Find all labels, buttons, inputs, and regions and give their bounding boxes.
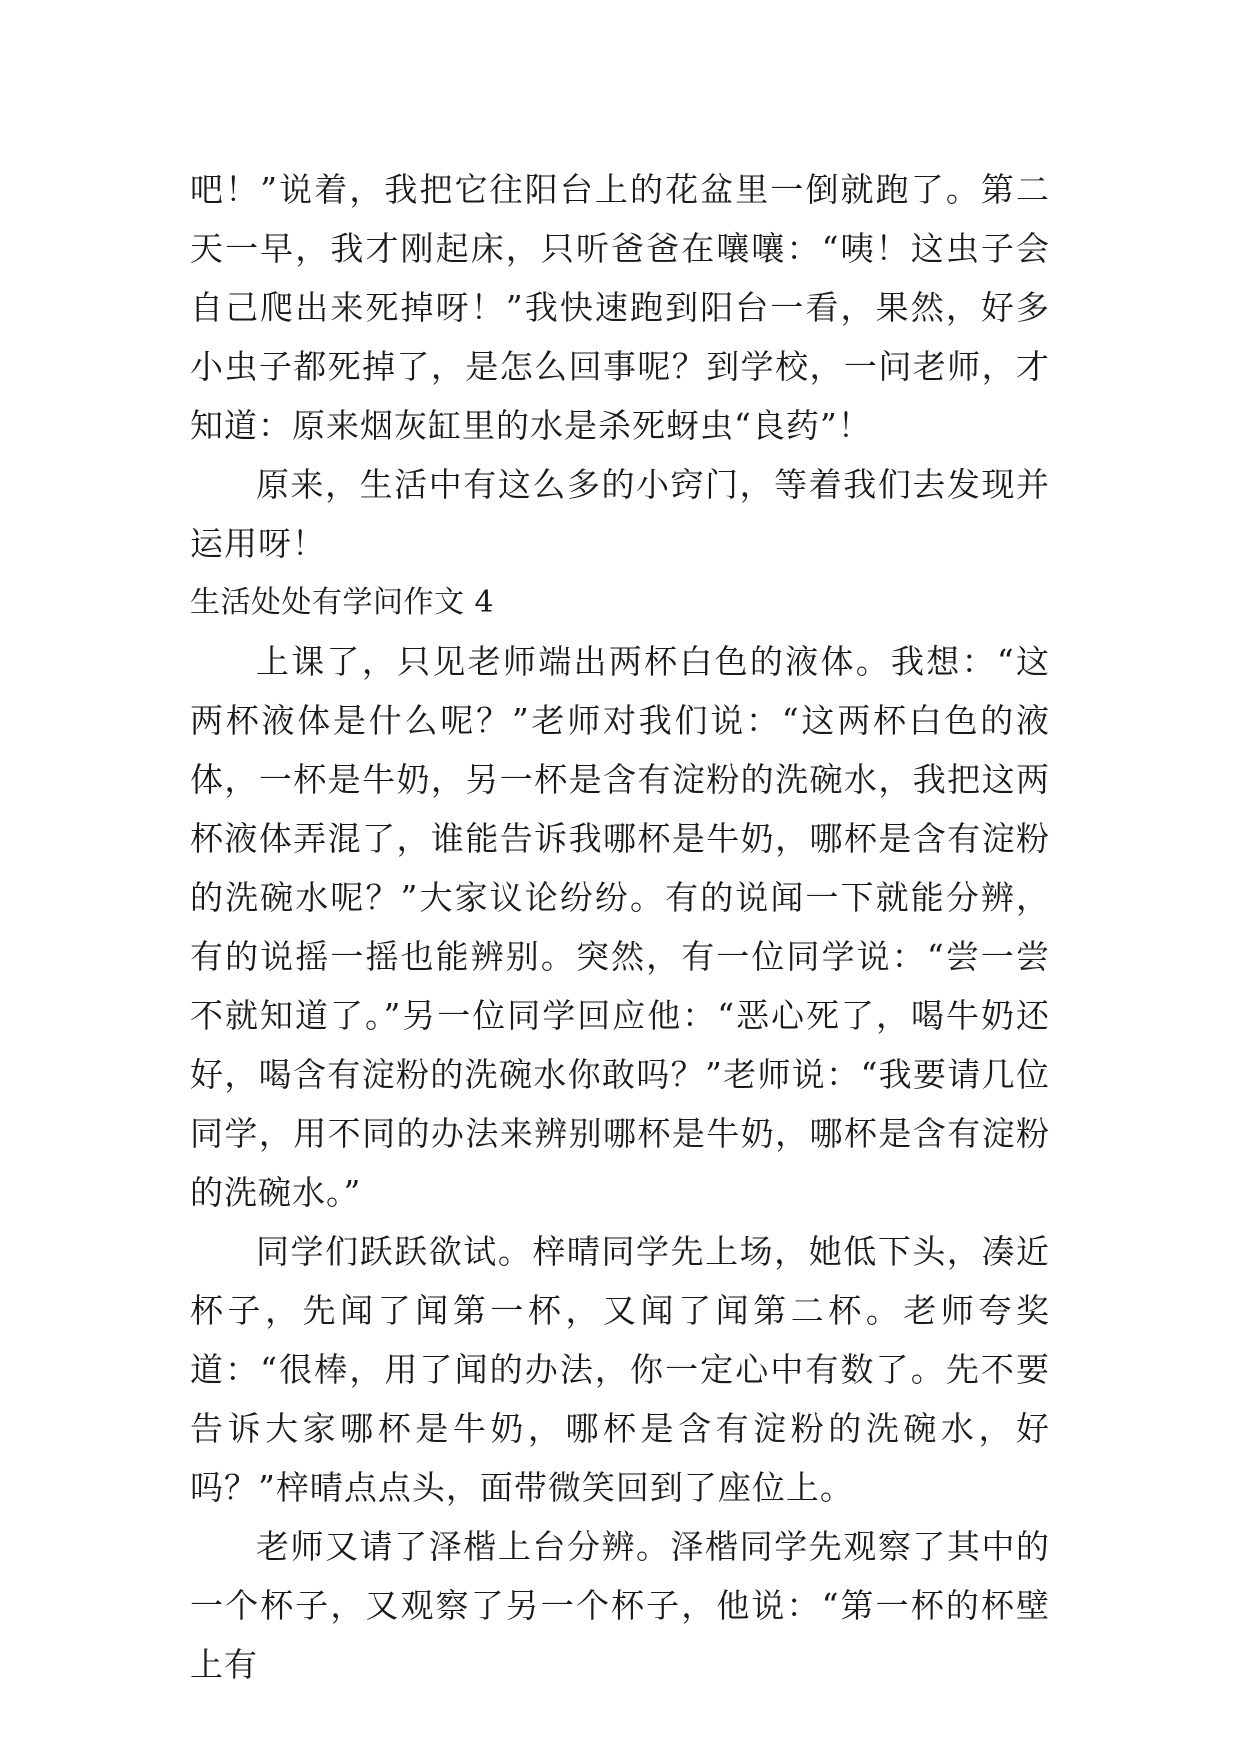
paragraph-5: 老师又请了泽楷上台分辨。泽楷同学先观察了其中的一个杯子，又观察了另一个杯子，他说：“第一杯的杯壁上有	[190, 1527, 1050, 1684]
section-heading: 生活处处有学问作文 4	[190, 585, 495, 620]
paragraph-2: 原来，生活中有这么多的小窍门，等着我们去发现并运用呀！	[190, 465, 1050, 563]
paragraph-4: 同学们跃跃欲试。梓晴同学先上场，她低下头，凑近杯子，先闻了闻第一杯，又闻了闻第二杯。老师夸奖道：“很棒，用了闻的办法，你一定心中有数了。先不要告诉大家哪杯是牛奶，哪杯是含有淀粉的洗碗水，好吗？”梓晴点点头，面带微笑回到了座位上。	[190, 1232, 1050, 1507]
paragraph-3: 上课了，只见老师端出两杯白色的液体。我想：“这两杯液体是什么呢？”老师对我们说：“这两杯白色的液体，一杯是牛奶，另一杯是含有淀粉的洗碗水，我把这两杯液体弄混了，谁能告诉我哪杯是牛奶，哪杯是含有淀粉的洗碗水呢？”大家议论纷纷。有的说闻一下就能分辨，有的说摇一摇也能辨别。突然，有一位同学说：“尝一尝不就知道了。”另一位同学回应他：“恶心死了，喝牛奶还好，喝含有淀粉的洗碗水你敢吗？”老师说：“我要请几位同学，用不同的办法来辨别哪杯是牛奶，哪杯是含有淀粉的洗碗水。”	[190, 642, 1050, 1212]
document-body	[190, 160, 1050, 1694]
paragraph-1: 吧！”说着，我把它往阳台上的花盆里一倒就跑了。第二天一早，我才刚起床，只听爸爸在嚷嚷：“咦！这虫子会自己爬出来死掉呀！”我快速跑到阳台一看，果然，好多小虫子都死掉了，是怎么回事呢？到学校，一问老师，才知道：原来烟灰缸里的水是杀死蚜虫“良药”！	[190, 170, 1050, 445]
